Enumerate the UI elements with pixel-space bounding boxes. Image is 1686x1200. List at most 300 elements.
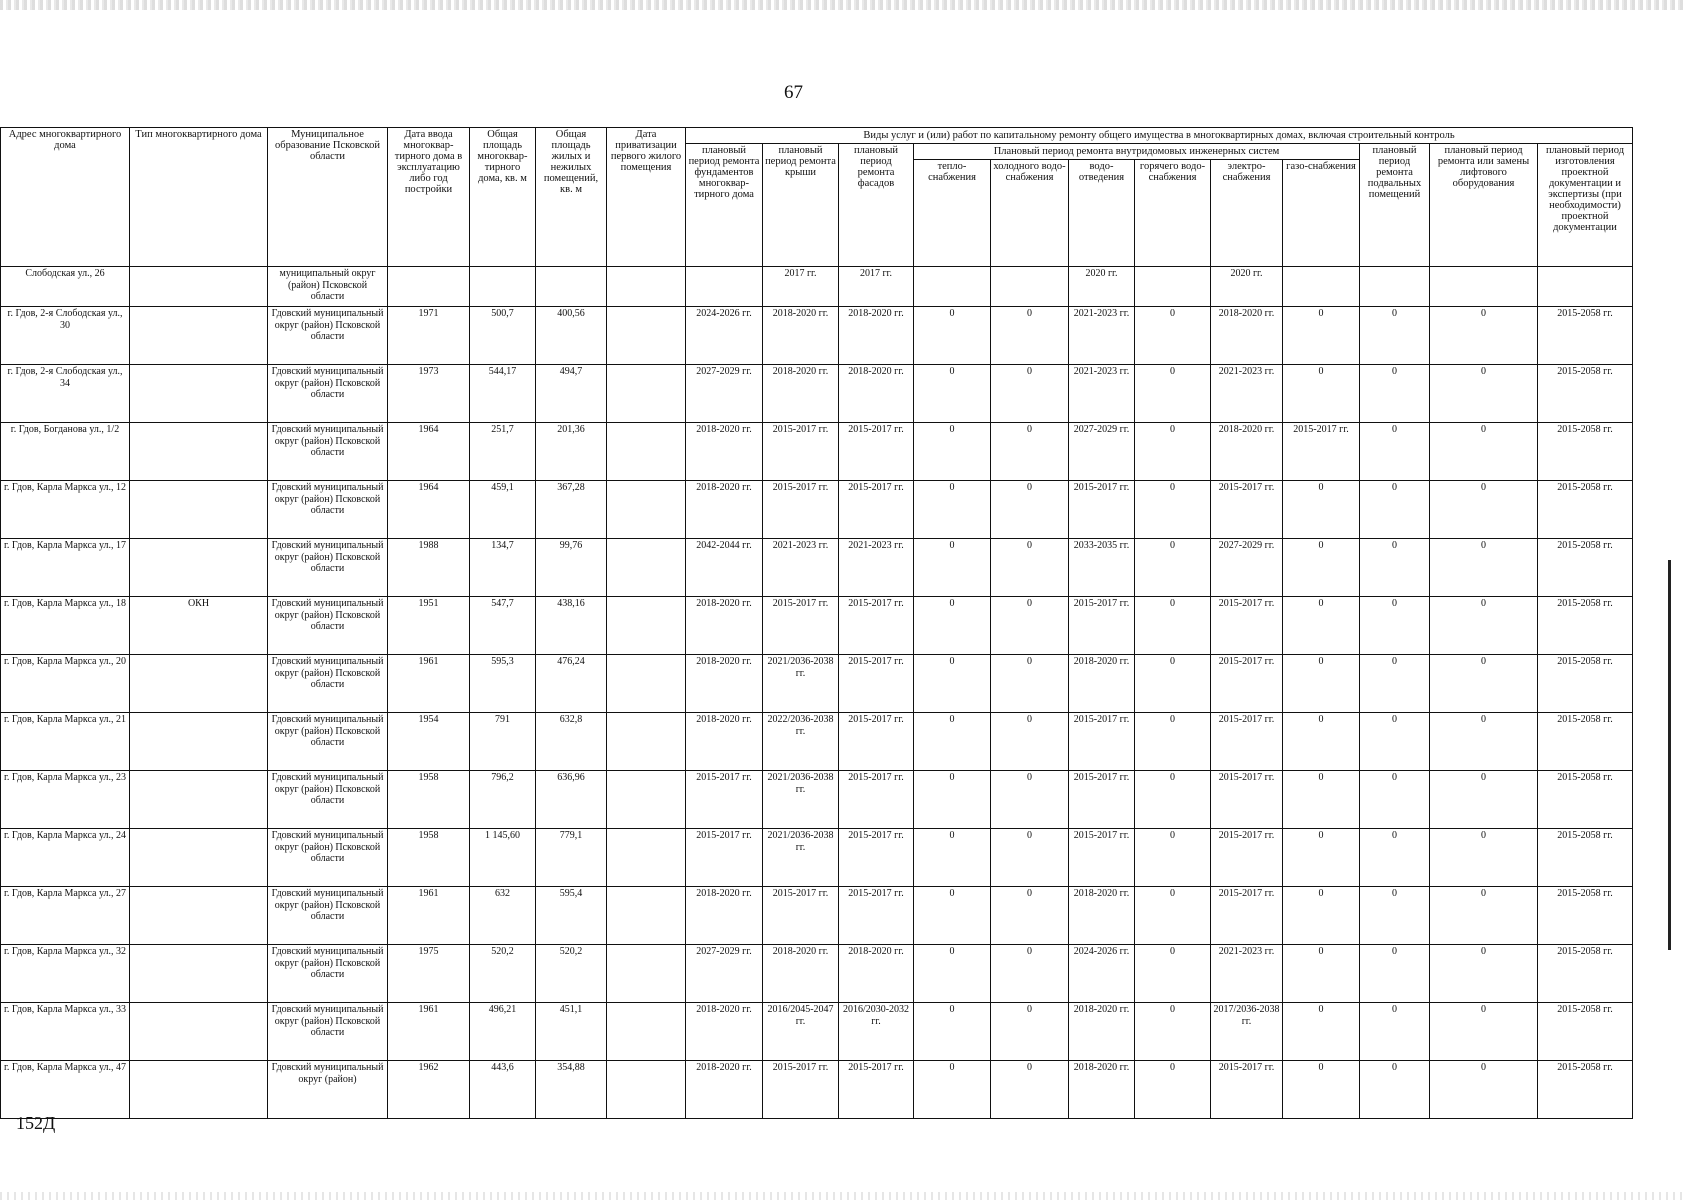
table-body: [1, 267, 1633, 1119]
cell-elevator: 0: [1430, 829, 1538, 887]
cell-area: 500,7: [470, 307, 536, 365]
cell-premises: 367,28: [536, 481, 607, 539]
cell-year: 1964: [388, 481, 470, 539]
cell-sewer: 2018-2020 гг.: [1069, 655, 1135, 713]
header-basement: плановый период ремонта подвальных помещений: [1360, 144, 1430, 267]
cell-elevator: 0: [1430, 423, 1538, 481]
cell-priv: [607, 887, 686, 945]
cell-type: [130, 829, 268, 887]
cell-heating: 0: [914, 481, 991, 539]
cell-priv: [607, 655, 686, 713]
cell-gas: 0: [1283, 539, 1360, 597]
cell-priv: [607, 1061, 686, 1119]
cell-address: г. Гдов, 2-я Слободская ул., 34: [1, 365, 130, 423]
cell-elec: 2015-2017 гг.: [1211, 597, 1283, 655]
cell-priv: [607, 365, 686, 423]
cell-priv: [607, 829, 686, 887]
cell-elec: 2018-2020 гг.: [1211, 423, 1283, 481]
cell-basement: [1360, 267, 1430, 307]
cell-elevator: 0: [1430, 713, 1538, 771]
cell-foundation: 2018-2020 гг.: [686, 1003, 763, 1061]
cell-roof: 2021/2036-2038 гг.: [763, 771, 839, 829]
cell-roof: 2015-2017 гг.: [763, 481, 839, 539]
cell-priv: [607, 771, 686, 829]
cell-sewer: 2015-2017 гг.: [1069, 829, 1135, 887]
table-row: [1, 887, 1633, 945]
header-foundation: плановый период ремонта фундаментов многоквар-тирного дома: [686, 144, 763, 267]
header-cold-water: холодного водо-снабжения: [991, 160, 1069, 267]
cell-basement: 0: [1360, 539, 1430, 597]
cell-basement: 0: [1360, 655, 1430, 713]
cell-year: 1958: [388, 829, 470, 887]
cell-design: 2015-2058 гг.: [1538, 481, 1633, 539]
cell-foundation: 2018-2020 гг.: [686, 1061, 763, 1119]
cell-cold: 0: [991, 307, 1069, 365]
cell-foundation: [686, 267, 763, 307]
cell-heating: 0: [914, 539, 991, 597]
cell-hot: 0: [1135, 423, 1211, 481]
table-row: [1, 481, 1633, 539]
table-row: [1, 307, 1633, 365]
cell-priv: [607, 713, 686, 771]
cell-roof: 2018-2020 гг.: [763, 365, 839, 423]
cell-cold: 0: [991, 1061, 1069, 1119]
header-systems-group: Плановый период ремонта внутридомовых инженерных систем: [914, 144, 1360, 160]
cell-area: 496,21: [470, 1003, 536, 1061]
table-row: [1, 1061, 1633, 1119]
cell-muni: Гдовский муниципальный округ (район) Псковской области: [268, 1003, 388, 1061]
header-facade: плановый период ремонта фасадов: [839, 144, 914, 267]
cell-priv: [607, 267, 686, 307]
cell-year: 1951: [388, 597, 470, 655]
cell-year: 1988: [388, 539, 470, 597]
cell-roof: 2021-2023 гг.: [763, 539, 839, 597]
cell-design: 2015-2058 гг.: [1538, 713, 1633, 771]
cell-facade: 2017 гг.: [839, 267, 914, 307]
cell-sewer: 2015-2017 гг.: [1069, 597, 1135, 655]
cell-premises: 632,8: [536, 713, 607, 771]
cell-facade: 2015-2017 гг.: [839, 829, 914, 887]
cell-address: г. Гдов, Карла Маркса ул., 23: [1, 771, 130, 829]
cell-design: 2015-2058 гг.: [1538, 771, 1633, 829]
cell-hot: [1135, 267, 1211, 307]
cell-premises: 636,96: [536, 771, 607, 829]
cell-year: 1975: [388, 945, 470, 1003]
cell-foundation: 2027-2029 гг.: [686, 945, 763, 1003]
cell-basement: 0: [1360, 945, 1430, 1003]
cell-address: Слободская ул., 26: [1, 267, 130, 307]
cell-roof: 2015-2017 гг.: [763, 1061, 839, 1119]
cell-design: 2015-2058 гг.: [1538, 597, 1633, 655]
cell-foundation: 2027-2029 гг.: [686, 365, 763, 423]
cell-elec: 2015-2017 гг.: [1211, 655, 1283, 713]
cell-address: г. Гдов, Карла Маркса ул., 47: [1, 1061, 130, 1119]
cell-cold: 0: [991, 1003, 1069, 1061]
cell-area: 251,7: [470, 423, 536, 481]
cell-elec: 2017/2036-2038 гг.: [1211, 1003, 1283, 1061]
cell-elec: 2015-2017 гг.: [1211, 771, 1283, 829]
scan-edge-right: [1668, 560, 1671, 950]
cell-priv: [607, 423, 686, 481]
cell-elec: 2015-2017 гг.: [1211, 713, 1283, 771]
cell-design: 2015-2058 гг.: [1538, 539, 1633, 597]
cell-foundation: 2018-2020 гг.: [686, 713, 763, 771]
cell-premises: 520,2: [536, 945, 607, 1003]
cell-area: [470, 267, 536, 307]
cell-sewer: 2015-2017 гг.: [1069, 771, 1135, 829]
cell-basement: 0: [1360, 1061, 1430, 1119]
cell-heating: 0: [914, 1003, 991, 1061]
cell-basement: 0: [1360, 423, 1430, 481]
cell-facade: 2018-2020 гг.: [839, 365, 914, 423]
cell-elevator: 0: [1430, 945, 1538, 1003]
table-row: [1, 267, 1633, 307]
cell-heating: 0: [914, 423, 991, 481]
cell-basement: 0: [1360, 365, 1430, 423]
cell-cold: 0: [991, 945, 1069, 1003]
cell-elevator: 0: [1430, 655, 1538, 713]
cell-hot: 0: [1135, 713, 1211, 771]
cell-elec: 2015-2017 гг.: [1211, 1061, 1283, 1119]
cell-cold: 0: [991, 771, 1069, 829]
cell-hot: 0: [1135, 829, 1211, 887]
page-number: 67: [784, 82, 803, 103]
cell-design: 2015-2058 гг.: [1538, 655, 1633, 713]
cell-type: [130, 771, 268, 829]
cell-priv: [607, 481, 686, 539]
cell-area: 134,7: [470, 539, 536, 597]
cell-year: 1961: [388, 1003, 470, 1061]
cell-design: 2015-2058 гг.: [1538, 945, 1633, 1003]
cell-heating: 0: [914, 829, 991, 887]
cell-address: г. Гдов, Богданова ул., 1/2: [1, 423, 130, 481]
cell-gas: 0: [1283, 945, 1360, 1003]
cell-facade: 2016/2030-2032 гг.: [839, 1003, 914, 1061]
cell-heating: 0: [914, 307, 991, 365]
header-commission-date: Дата ввода многоквар-тирного дома в эксплуатацию либо год постройки: [388, 128, 470, 267]
cell-priv: [607, 597, 686, 655]
header-works-group: Виды услуг и (или) работ по капитальному ремонту общего имущества в многоквартирных домах, включая строительный контроль: [686, 128, 1633, 144]
cell-premises: 476,24: [536, 655, 607, 713]
cell-elevator: 0: [1430, 597, 1538, 655]
cell-design: [1538, 267, 1633, 307]
cell-foundation: 2015-2017 гг.: [686, 771, 763, 829]
table-row: [1, 539, 1633, 597]
cell-premises: 595,4: [536, 887, 607, 945]
cell-elevator: 0: [1430, 307, 1538, 365]
table-row: [1, 655, 1633, 713]
cell-elevator: 0: [1430, 1003, 1538, 1061]
cell-hot: 0: [1135, 771, 1211, 829]
cell-cold: 0: [991, 423, 1069, 481]
cell-foundation: 2015-2017 гг.: [686, 829, 763, 887]
cell-priv: [607, 307, 686, 365]
cell-basement: 0: [1360, 713, 1430, 771]
cell-facade: 2015-2017 гг.: [839, 1061, 914, 1119]
cell-elevator: 0: [1430, 539, 1538, 597]
cell-priv: [607, 539, 686, 597]
cell-elec: 2015-2017 гг.: [1211, 829, 1283, 887]
table-row: [1, 1003, 1633, 1061]
cell-foundation: 2018-2020 гг.: [686, 887, 763, 945]
cell-area: 595,3: [470, 655, 536, 713]
cell-type: [130, 307, 268, 365]
cell-foundation: 2018-2020 гг.: [686, 423, 763, 481]
cell-gas: 0: [1283, 307, 1360, 365]
cell-premises: 494,7: [536, 365, 607, 423]
cell-area: 459,1: [470, 481, 536, 539]
cell-year: 1971: [388, 307, 470, 365]
cell-basement: 0: [1360, 829, 1430, 887]
header-electricity: электро-снабжения: [1211, 160, 1283, 267]
cell-foundation: 2018-2020 гг.: [686, 655, 763, 713]
cell-gas: 0: [1283, 1003, 1360, 1061]
cell-gas: 0: [1283, 597, 1360, 655]
cell-roof: 2017 гг.: [763, 267, 839, 307]
cell-foundation: 2024-2026 гг.: [686, 307, 763, 365]
cell-area: 520,2: [470, 945, 536, 1003]
cell-address: г. Гдов, Карла Маркса ул., 17: [1, 539, 130, 597]
cell-basement: 0: [1360, 1003, 1430, 1061]
cell-elevator: 0: [1430, 887, 1538, 945]
cell-cold: 0: [991, 539, 1069, 597]
cell-address: г. Гдов, Карла Маркса ул., 24: [1, 829, 130, 887]
cell-year: [388, 267, 470, 307]
cell-type: [130, 423, 268, 481]
cell-muni: Гдовский муниципальный округ (район) Псковской области: [268, 713, 388, 771]
cell-sewer: 2015-2017 гг.: [1069, 481, 1135, 539]
cell-premises: 400,56: [536, 307, 607, 365]
cell-facade: 2015-2017 гг.: [839, 423, 914, 481]
cell-design: 2015-2058 гг.: [1538, 365, 1633, 423]
cell-hot: 0: [1135, 539, 1211, 597]
cell-muni: Гдовский муниципальный округ (район) Псковской области: [268, 771, 388, 829]
cell-area: 796,2: [470, 771, 536, 829]
header-privatization-date: Дата приватизации первого жилого помещения: [607, 128, 686, 267]
cell-gas: 0: [1283, 365, 1360, 423]
cell-heating: 0: [914, 365, 991, 423]
cell-muni: Гдовский муниципальный округ (район) Псковской области: [268, 945, 388, 1003]
cell-premises: [536, 267, 607, 307]
cell-type: [130, 887, 268, 945]
cell-gas: [1283, 267, 1360, 307]
table-row: [1, 945, 1633, 1003]
header-design: плановый период изготовления проектной документации и экспертизы (при необходимости) проектной документации: [1538, 144, 1633, 267]
cell-muni: Гдовский муниципальный округ (район) Псковской области: [268, 307, 388, 365]
cell-premises: 354,88: [536, 1061, 607, 1119]
cell-area: 544,17: [470, 365, 536, 423]
cell-cold: 0: [991, 365, 1069, 423]
cell-cold: 0: [991, 597, 1069, 655]
cell-year: 1964: [388, 423, 470, 481]
cell-premises: 451,1: [536, 1003, 607, 1061]
cell-basement: 0: [1360, 887, 1430, 945]
cell-foundation: 2018-2020 гг.: [686, 481, 763, 539]
cell-area: 632: [470, 887, 536, 945]
cell-address: г. Гдов, Карла Маркса ул., 21: [1, 713, 130, 771]
cell-elevator: [1430, 267, 1538, 307]
cell-gas: 0: [1283, 655, 1360, 713]
cell-muni: Гдовский муниципальный округ (район): [268, 1061, 388, 1119]
header-type: Тип многоквартирного дома: [130, 128, 268, 267]
cell-basement: 0: [1360, 771, 1430, 829]
cell-area: 1 145,60: [470, 829, 536, 887]
cell-type: [130, 1061, 268, 1119]
table-row: [1, 771, 1633, 829]
cell-sewer: 2018-2020 гг.: [1069, 887, 1135, 945]
cell-gas: 0: [1283, 713, 1360, 771]
footer-code: 152Д: [16, 1113, 56, 1133]
cell-sewer: 2015-2017 гг.: [1069, 713, 1135, 771]
table-row: [1, 597, 1633, 655]
cell-elec: 2020 гг.: [1211, 267, 1283, 307]
cell-roof: 2018-2020 гг.: [763, 945, 839, 1003]
cell-elevator: 0: [1430, 481, 1538, 539]
cell-sewer: 2020 гг.: [1069, 267, 1135, 307]
cell-roof: 2016/2045-2047 гг.: [763, 1003, 839, 1061]
cell-roof: 2018-2020 гг.: [763, 307, 839, 365]
cell-cold: 0: [991, 713, 1069, 771]
cell-elevator: 0: [1430, 1061, 1538, 1119]
table-row: [1, 423, 1633, 481]
cell-gas: 0: [1283, 887, 1360, 945]
header-heating: тепло-снабжения: [914, 160, 991, 267]
cell-facade: 2015-2017 гг.: [839, 481, 914, 539]
cell-type: [130, 365, 268, 423]
cell-address: г. Гдов, 2-я Слободская ул., 30: [1, 307, 130, 365]
cell-premises: 99,76: [536, 539, 607, 597]
cell-year: 1961: [388, 655, 470, 713]
cell-hot: 0: [1135, 365, 1211, 423]
cell-hot: 0: [1135, 887, 1211, 945]
cell-sewer: 2018-2020 гг.: [1069, 1061, 1135, 1119]
cell-heating: 0: [914, 887, 991, 945]
table-header: [1, 128, 1633, 267]
cell-elec: 2015-2017 гг.: [1211, 481, 1283, 539]
cell-cold: 0: [991, 829, 1069, 887]
cell-address: г. Гдов, Карла Маркса ул., 18: [1, 597, 130, 655]
cell-type: [130, 267, 268, 307]
cell-elec: 2027-2029 гг.: [1211, 539, 1283, 597]
header-elevator: плановый период ремонта или замены лифтового оборудования: [1430, 144, 1538, 267]
cell-heating: 0: [914, 945, 991, 1003]
cell-hot: 0: [1135, 945, 1211, 1003]
cell-roof: 2021/2036-2038 гг.: [763, 829, 839, 887]
cell-area: 443,6: [470, 1061, 536, 1119]
cell-design: 2015-2058 гг.: [1538, 829, 1633, 887]
header-gas: газо-снабжения: [1283, 160, 1360, 267]
cell-facade: 2015-2017 гг.: [839, 655, 914, 713]
cell-design: 2015-2058 гг.: [1538, 307, 1633, 365]
header-roof: плановый период ремонта крыши: [763, 144, 839, 267]
cell-hot: 0: [1135, 655, 1211, 713]
cell-cold: [991, 267, 1069, 307]
cell-facade: 2015-2017 гг.: [839, 597, 914, 655]
cell-year: 1954: [388, 713, 470, 771]
cell-area: 791: [470, 713, 536, 771]
cell-address: г. Гдов, Карла Маркса ул., 27: [1, 887, 130, 945]
cell-year: 1961: [388, 887, 470, 945]
cell-address: г. Гдов, Карла Маркса ул., 20: [1, 655, 130, 713]
cell-type: [130, 481, 268, 539]
cell-heating: [914, 267, 991, 307]
cell-gas: 0: [1283, 481, 1360, 539]
cell-year: 1958: [388, 771, 470, 829]
cell-muni: Гдовский муниципальный округ (район) Псковской области: [268, 423, 388, 481]
cell-type: [130, 1003, 268, 1061]
cell-elevator: 0: [1430, 365, 1538, 423]
cell-facade: 2015-2017 гг.: [839, 887, 914, 945]
cell-muni: Гдовский муниципальный округ (район) Псковской области: [268, 887, 388, 945]
cell-roof: 2015-2017 гг.: [763, 597, 839, 655]
cell-gas: 2015-2017 гг.: [1283, 423, 1360, 481]
scan-edge-bottom: [0, 1192, 1686, 1200]
cell-area: 547,7: [470, 597, 536, 655]
cell-address: г. Гдов, Карла Маркса ул., 12: [1, 481, 130, 539]
header-address: Адрес многоквартирного дома: [1, 128, 130, 267]
cell-year: 1962: [388, 1061, 470, 1119]
cell-roof: 2015-2017 гг.: [763, 887, 839, 945]
table-row: [1, 829, 1633, 887]
header-municipality: Муниципальное образование Псковской области: [268, 128, 388, 267]
cell-facade: 2015-2017 гг.: [839, 713, 914, 771]
cell-hot: 0: [1135, 597, 1211, 655]
cell-premises: 438,16: [536, 597, 607, 655]
cell-basement: 0: [1360, 307, 1430, 365]
header-total-area: Общая площадь многоквар-тирного дома, кв. м: [470, 128, 536, 267]
capital-repair-table: [0, 127, 1633, 1119]
cell-priv: [607, 1003, 686, 1061]
cell-elec: 2021-2023 гг.: [1211, 945, 1283, 1003]
cell-premises: 779,1: [536, 829, 607, 887]
cell-gas: 0: [1283, 1061, 1360, 1119]
cell-gas: 0: [1283, 829, 1360, 887]
cell-sewer: 2024-2026 гг.: [1069, 945, 1135, 1003]
cell-elec: 2018-2020 гг.: [1211, 307, 1283, 365]
cell-address: г. Гдов, Карла Маркса ул., 33: [1, 1003, 130, 1061]
cell-design: 2015-2058 гг.: [1538, 1003, 1633, 1061]
cell-foundation: 2018-2020 гг.: [686, 597, 763, 655]
cell-type: [130, 539, 268, 597]
cell-elevator: 0: [1430, 771, 1538, 829]
cell-year: 1973: [388, 365, 470, 423]
table-row: [1, 365, 1633, 423]
cell-sewer: 2033-2035 гг.: [1069, 539, 1135, 597]
cell-facade: 2015-2017 гг.: [839, 771, 914, 829]
cell-type: [130, 713, 268, 771]
cell-cold: 0: [991, 887, 1069, 945]
cell-type: [130, 945, 268, 1003]
cell-sewer: 2021-2023 гг.: [1069, 365, 1135, 423]
cell-type: [130, 655, 268, 713]
cell-facade: 2018-2020 гг.: [839, 307, 914, 365]
table-row: [1, 713, 1633, 771]
header-premises-area: Общая площадь жилых и нежилых помещений, кв. м: [536, 128, 607, 267]
cell-gas: 0: [1283, 771, 1360, 829]
scan-edge-top: [0, 0, 1686, 10]
cell-muni: Гдовский муниципальный округ (район) Псковской области: [268, 655, 388, 713]
cell-heating: 0: [914, 713, 991, 771]
cell-facade: 2021-2023 гг.: [839, 539, 914, 597]
cell-roof: 2022/2036-2038 гг.: [763, 713, 839, 771]
header-hot-water: горячего водо-снабжения: [1135, 160, 1211, 267]
cell-facade: 2018-2020 гг.: [839, 945, 914, 1003]
cell-cold: 0: [991, 481, 1069, 539]
cell-roof: 2015-2017 гг.: [763, 423, 839, 481]
cell-address: г. Гдов, Карла Маркса ул., 32: [1, 945, 130, 1003]
cell-muni: Гдовский муниципальный округ (район) Псковской области: [268, 365, 388, 423]
cell-type: ОКН: [130, 597, 268, 655]
